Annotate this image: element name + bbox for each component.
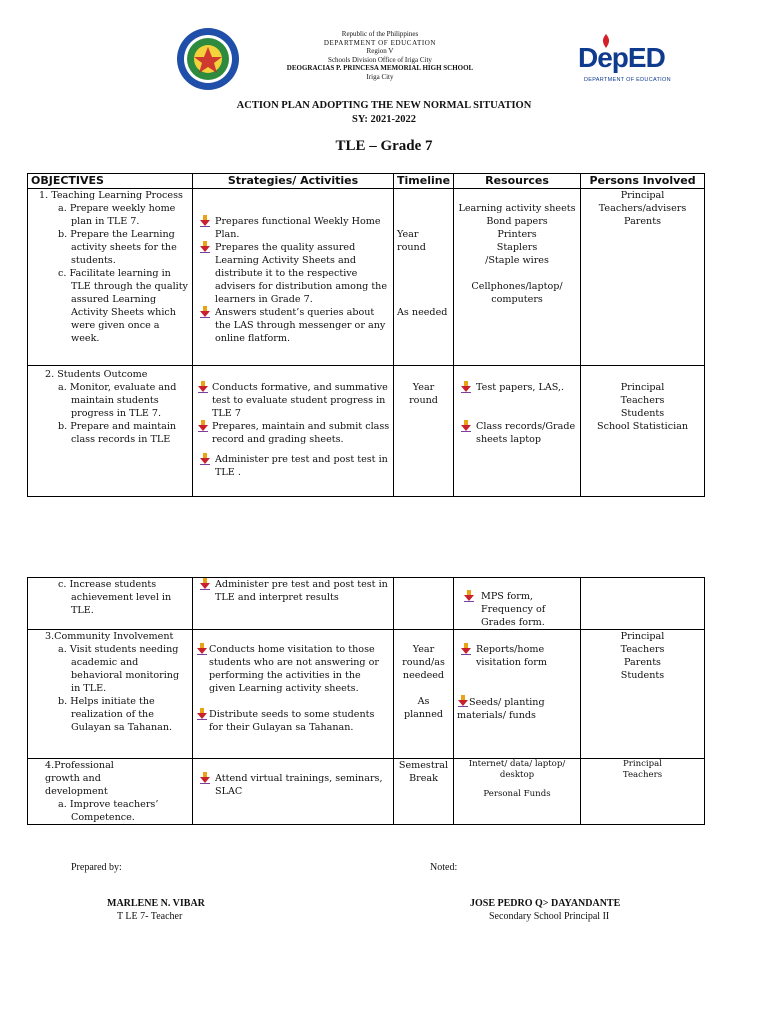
strategies-cell [193, 759, 394, 825]
objective-sub-item: c. Facilitate learning in TLE through the quality assured Learning Activity Sheets which were given once a week. [58, 268, 188, 344]
resource-text: Class records/Grade sheets laptop [476, 421, 576, 445]
action-plan-table [27, 173, 705, 497]
person-item: Principal [620, 190, 665, 201]
strategy-item [196, 241, 390, 306]
strategy-text: Prepares functional Weekly Home Plan. [215, 216, 381, 240]
timeline-cell [394, 759, 454, 825]
strategies-cell [193, 578, 394, 630]
resource-item: Staplers [496, 242, 538, 253]
strategy-item [196, 453, 390, 479]
strategy-item [196, 306, 390, 345]
objective-title: 4.Professional growth and development [45, 760, 114, 797]
strategies-cell [193, 189, 394, 366]
strategy-text: Answers student’s queries about the LAS through messenger or any online flatform. [215, 307, 386, 344]
letterhead [230, 30, 530, 82]
table-row [28, 189, 705, 366]
timeline-text: Year round [397, 229, 426, 253]
objective-sub-item: a. Prepare weekly home plan in TLE 7. [58, 203, 176, 227]
persons-cell [581, 366, 705, 497]
strategy-text: Distribute seeds to some students for their Gulayan sa Tahanan. [209, 709, 375, 733]
resource-item [457, 420, 577, 446]
objective-sub-item: b. Helps initiate the realization of the Gulayan sa Tahanan. [58, 696, 173, 733]
person-item: Students [620, 408, 665, 419]
resources-cell [454, 759, 581, 825]
person-item: Principal [620, 382, 665, 393]
strategy-item [196, 772, 390, 798]
objective-sub-item: b. Prepare and maintain class records in TLE [58, 421, 177, 445]
strategy-text: Administer pre test and post test in TLE and interpret results [215, 579, 388, 603]
resources-cell [454, 578, 581, 630]
resource-item [457, 695, 577, 722]
strategy-text: Attend virtual trainings, seminars, SLAC [215, 773, 383, 797]
arrow-down-bullet-icon [457, 695, 469, 707]
person-item: Parents [624, 216, 662, 227]
action-plan-table-continued [27, 577, 705, 825]
table-row [28, 630, 705, 759]
objective-cell [28, 189, 193, 366]
strategies-cell [193, 630, 394, 759]
arrow-down-bullet-icon [460, 643, 472, 655]
objective-cell [28, 759, 193, 825]
table-row [28, 366, 705, 497]
arrow-down-bullet-icon [196, 708, 208, 720]
timeline-text: Semestral Break [398, 760, 449, 784]
strategy-text: Conducts home visitation to those students who are not answering or performing the activities in the given Learning activity sheets. [209, 644, 379, 694]
persons-cell [581, 630, 705, 759]
arrow-down-bullet-icon [197, 381, 209, 393]
arrow-down-bullet-icon [199, 772, 211, 784]
letterhead-line: Republic of the Philippines [341, 30, 419, 38]
person-item: Principal [622, 759, 663, 769]
deped-logo-subtext: DEPARTMENT OF EDUCATION [584, 77, 671, 83]
resource-text: MPS form, Frequency of Grades form. [481, 591, 546, 628]
objective-cell [28, 578, 193, 630]
strategy-item [196, 420, 390, 446]
noted-label: Noted: [430, 862, 458, 873]
timeline-text: As needed [397, 307, 448, 318]
timeline-cell [394, 630, 454, 759]
preparer-name: MARLENE N. VIBAR [107, 898, 205, 909]
timeline-cell [394, 578, 454, 630]
strategy-text: Conducts formative, and summative test to evaluate student progress in TLE 7 [212, 382, 388, 419]
person-item: Teachers [620, 395, 665, 406]
column-header-timeline: Timeline [394, 174, 454, 189]
strategy-text: Administer pre test and post test in TLE . [215, 454, 388, 478]
arrow-down-bullet-icon [197, 420, 209, 432]
strategy-item [196, 708, 390, 734]
resource-item: Personal Funds [483, 789, 551, 799]
strategy-item [196, 643, 390, 695]
column-header-resources: Resources [454, 174, 581, 189]
strategy-item [196, 578, 390, 604]
resource-text: Test papers, LAS,. [476, 382, 565, 393]
resources-cell [454, 630, 581, 759]
persons-cell [581, 578, 705, 630]
resource-item [457, 381, 577, 394]
arrow-down-bullet-icon [199, 215, 211, 227]
persons-cell [581, 759, 705, 825]
timeline-text: As planned [403, 696, 444, 720]
person-item: Teachers/advisers [598, 203, 687, 214]
table-row [28, 578, 705, 630]
resource-text: Reports/home visitation form [476, 644, 547, 668]
letterhead-line: Iriga City [366, 72, 394, 81]
resource-item: Cellphones/laptop/ computers [471, 281, 563, 305]
column-header-objectives: OBJECTIVES [28, 174, 193, 189]
timeline-cell [394, 189, 454, 366]
resource-item: Bond papers [486, 216, 548, 227]
letterhead-school-name: DEOGRACIAS P. PRINCESA MEMORIAL HIGH SCHOOL [286, 64, 474, 73]
arrow-down-bullet-icon [199, 578, 211, 590]
arrow-down-bullet-icon [199, 453, 211, 465]
objective-sub-item: a. Monitor, evaluate and maintain students progress in TLE 7. [58, 382, 177, 419]
prepared-by-label: Prepared by: [71, 862, 122, 873]
strategies-cell [193, 366, 394, 497]
strategy-item [196, 381, 390, 420]
objective-sub-item: c. Increase students achievement level in TLE. [58, 579, 172, 616]
noter-title: Secondary School Principal II [489, 911, 610, 922]
objective-cell [28, 366, 193, 497]
letterhead-line: DEPARTMENT OF EDUCATION [323, 38, 437, 47]
timeline-cell [394, 366, 454, 497]
resource-item [457, 643, 577, 669]
objective-title: 1. Teaching Learning Process [39, 190, 183, 201]
resource-item: Learning activity sheets [458, 203, 576, 214]
resource-text: Seeds/ planting materials/ funds [457, 697, 545, 721]
noter-name: JOSE PEDRO Q> DAYANDANTE [470, 898, 621, 909]
deped-logo-text: DepED [578, 42, 665, 73]
strategy-item [196, 215, 390, 241]
arrow-down-bullet-icon [460, 381, 472, 393]
strategy-text: Prepares the quality assured Learning Activity Sheets and distribute it to the respective advisers for distribution among the learners in Grade 7. [215, 242, 388, 305]
letterhead-line: Schools Division Office of Iriga City [328, 55, 432, 64]
table-header-row [28, 174, 705, 189]
table-row [28, 759, 705, 825]
objective-cell [28, 630, 193, 759]
column-header-persons: Persons Involved [581, 174, 705, 189]
timeline-text: Year round [409, 382, 438, 406]
person-item: Teachers [620, 644, 665, 655]
school-year: SY: 2021-2022 [351, 114, 417, 125]
timeline-text: Year round/as needeed [402, 644, 445, 681]
persons-cell [581, 189, 705, 366]
strategy-text: Prepares, maintain and submit class record and grading sheets. [212, 421, 390, 445]
arrow-down-bullet-icon [199, 241, 211, 253]
arrow-down-bullet-icon [199, 306, 211, 318]
person-item: School Statistician [597, 421, 689, 432]
arrow-down-bullet-icon [463, 590, 475, 602]
column-header-strategies: Strategies/ Activities [193, 174, 394, 189]
resource-item [457, 590, 577, 629]
person-item: Students [620, 670, 665, 681]
resources-cell [454, 189, 581, 366]
person-item: Parents [624, 657, 661, 668]
objective-title: 3.Community Involvement [45, 631, 174, 642]
resource-item: Printers [497, 229, 537, 240]
resource-item: Internet/ data/ laptop/ desktop [468, 759, 566, 780]
resources-cell [454, 366, 581, 497]
objective-sub-item: a. Improve teachers’ Competence. [58, 799, 159, 823]
document-title: ACTION PLAN ADOPTING THE NEW NORMAL SITUATION [236, 100, 532, 111]
deped-logo [578, 42, 688, 92]
person-item: Teachers [622, 770, 663, 780]
objective-sub-item: b. Prepare the Learning activity sheets for the students. [58, 229, 177, 266]
arrow-down-bullet-icon [460, 420, 472, 432]
person-item: Principal [620, 631, 665, 642]
subject-heading: TLE – Grade 7 [335, 138, 433, 154]
preparer-title: T LE 7- Teacher [117, 911, 183, 922]
arrow-down-bullet-icon [196, 643, 208, 655]
resource-item: /Staple wires [485, 255, 549, 266]
objective-sub-item: a. Visit students needing academic and behavioral monitoring in TLE. [58, 644, 180, 694]
objective-title: 2. Students Outcome [45, 369, 148, 380]
letterhead-line: Region V [366, 47, 394, 56]
